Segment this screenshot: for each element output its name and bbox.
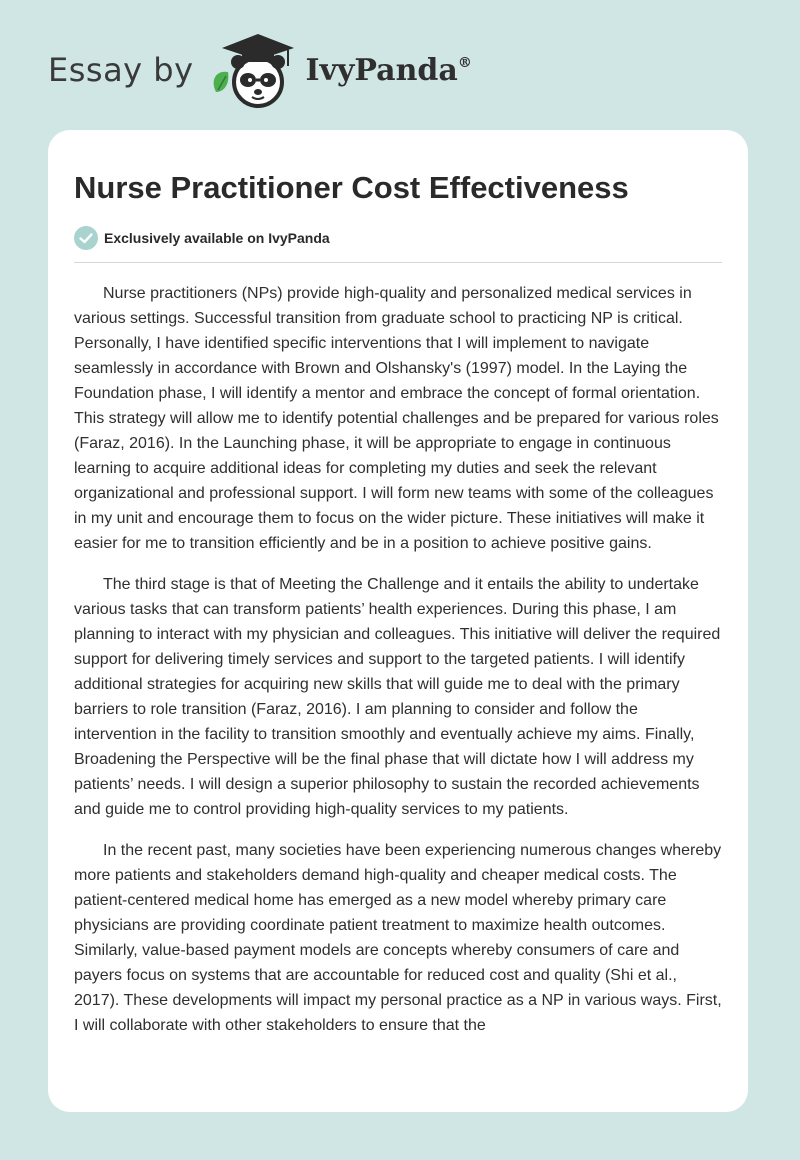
exclusive-badge (74, 226, 722, 250)
divider (74, 262, 722, 263)
page-title: Nurse Practitioner Cost Effectiveness (74, 170, 629, 205)
essay-by-label: Essay by (48, 51, 194, 89)
check-circle-icon (74, 226, 98, 250)
registered-mark: ® (457, 54, 472, 71)
site-header (48, 30, 472, 110)
paragraph: In the recent past, many societies have been experiencing numerous changes whereby more patients and stakeholders demand high-quality and cheaper medical costs. The patient-centered medical home has emerged as a new model whereby primary care physicians are providing coordinate patient treatment to maximize health outcomes. Similarly, value-based payment models are concepts whereby consumers of care and payers focus on systems that are accountable for reduced cost and quality (Shi et al., 2017). These developments will impact my personal practice as a NP in various ways. First, I will collaborate with other stakeholders to ensure that the (74, 842, 722, 1034)
panda-logo-icon[interactable] (208, 30, 300, 110)
essay-card (48, 130, 748, 1112)
exclusive-label: Exclusively available on IvyPanda (104, 230, 330, 246)
paragraph: The third stage is that of Meeting the Challenge and it entails the ability to undertake various tasks that can transform patients’ health experiences. During this phase, I am planning to interact with my physician and colleagues. This initiative will deliver the required support for delivering timely services and support to the targeted patients. I will identify additional strategies for acquiring new skills that will guide me to deal with the primary barriers to role transition (Faraz, 2016). I am planning to consider and follow the intervention in the facility to transition smoothly and eventually achieve my aims. Finally, Broadening the Perspective will be the final phase that will dictate how I will address my patients’ needs. I will design a superior philosophy to sustain the recorded achievements and guide me to control providing high-quality services to my patients. (74, 576, 721, 818)
brand-name[interactable]: IvyPanda® (305, 52, 472, 88)
paragraph: Nurse practitioners (NPs) provide high-quality and personalized medical services in various settings. Successful transition from graduate school to practicing NP is critical. Personally, I have identified specific interventions that I will implement to navigate seamlessly in accordance with Brown and Olshansky's (1997) model. In the Laying the Foundation phase, I will identify a mentor and embrace the concept of formal orientation. This strategy will allow me to identify potential challenges and be prepared for various roles (Faraz, 2016). In the Launching phase, it will be appropriate to engage in continuous learning to acquire additional ideas for completing my duties and seek the relevant organizational and professional support. I will form new teams with some of the colleagues in my unit and encourage them to focus on the wider picture. These initiatives will make it easier for me to transition efficiently and be in a position to achieve positive gains. (74, 285, 719, 552)
